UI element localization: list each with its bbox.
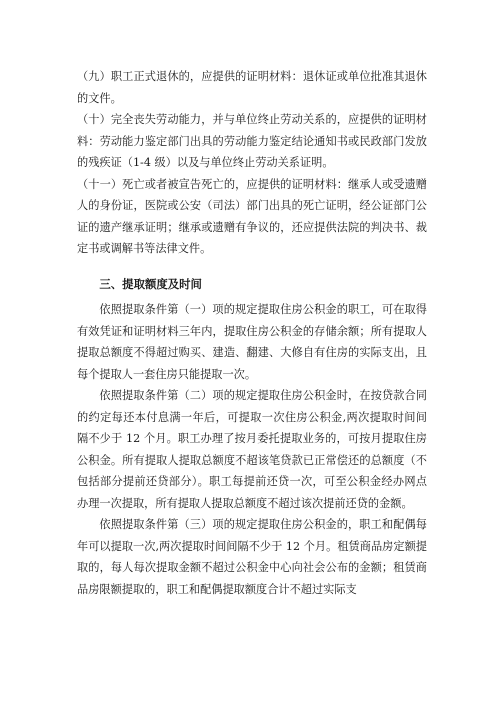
paragraph-condition-one: 依照提取条件第（一）项的规定提取住房公积金的职工，可在取得有效凭证和证明材料三年内，提取住房公积金的存储余额；所有提取人提取总额度不得超过购买、建造、翻建、大修自有住房的实际支出，且每个提取人一套住房只能提取一次。 [77,303,427,381]
clause-ten: （十）完全丧失劳动能力，并与单位终止劳动关系的，应提供的证明材料：劳动能力鉴定部门出具的劳动能力鉴定结论通知书或民政部门发放的残疾证（1-4 级）以及与单位终止劳动关系证明。 [77,113,427,169]
clause-eleven: （十一）死亡或者被宣告死亡的，应提供的证明材料：继承人或受遗赠人的身份证，医院或公安（司法）部门出具的死亡证明，经公证部门公证的遗产继承证明；继承或遗赠有争议的，还应提供法院的判决书、裁定书或调解书等法律文件。 [77,177,427,255]
section-heading-withdrawal-amount: 三、提取额度及时间 [99,276,202,291]
clause-nine: （九）职工正式退休的，应提供的证明材料：退休证或单位批准其退休的文件。 [77,70,427,105]
paragraph-condition-three: 依照提取条件第（三）项的规定提取住房公积金的，职工和配偶每年可以提取一次,两次提取时间间隔不少于 12 个月。租赁商品房定额提取的，每人每次提取金额不超过公积金中心向社会公布的金额；租赁商品房限额提取的，职工和配偶提取额度合计不超过实际支 [77,518,427,596]
paragraph-condition-two: 依照提取条件第（二）项的规定提取住房公积金时，在按贷款合同的约定每还本付息满一年后，可提取一次住房公积金,两次提取时间间隔不少于 12 个月。职工办理了按月委托提取业务的，可按月提取住房公积金。所有提取人提取总额度不超该笔贷款已正常偿还的总额度（不包括部分提前还贷部分）。职工每提前还贷一次，可至公积金经办网点办理一次提取，所有提取人提取总额度不超过该次提前还贷的金额。 [77,389,427,510]
document-page [77,66,427,600]
